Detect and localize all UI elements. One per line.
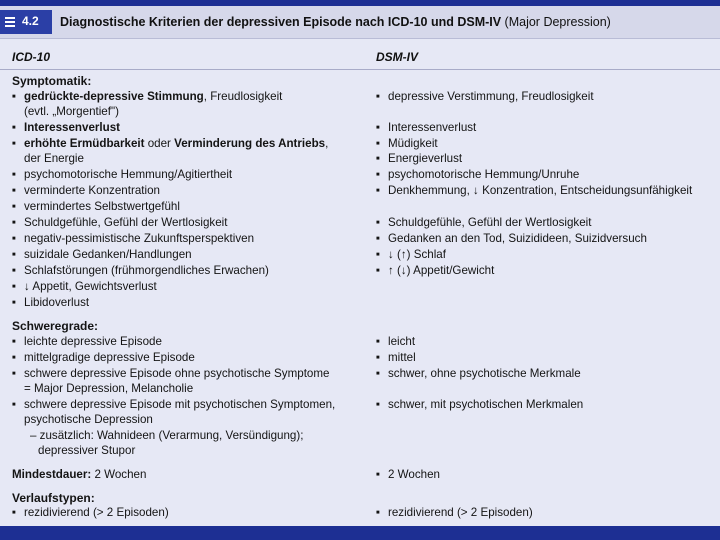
section-schweregrade: Schweregrade: [12, 319, 99, 333]
icd-item: ■Libidoverlust [12, 296, 89, 310]
section-verlaufstypen: Verlaufstypen: [12, 491, 95, 505]
table-title-main: Diagnostische Kriterien der depressiven Episode nach ICD-10 und DSM-IV [60, 15, 502, 29]
dsm-item: ■leicht [376, 335, 415, 349]
bullet-icon [376, 121, 388, 135]
icd-item: ■suizidale Gedanken/Handlungen [12, 248, 192, 262]
icd-item: ■erhöhte Ermüdbarkeit oder Verminderung des Antriebs, [12, 137, 328, 151]
bullet-icon [376, 152, 388, 166]
icd-item-cont: der Energie [24, 152, 84, 165]
table-number: 4.2 [22, 14, 39, 28]
dsm-item: ■Interessenverlust [376, 121, 476, 135]
icd-item: ■Interessenverlust [12, 121, 120, 135]
dsm-item: ■schwer, mit psychotischen Merkmalen [376, 398, 583, 412]
bullet-icon [12, 121, 24, 135]
dsm-item: ■Denkhemmung, ↓ Konzentration, Entscheidungsunfähigkeit [376, 184, 692, 198]
menu-icon [5, 17, 15, 29]
bullet-icon [12, 90, 24, 104]
bullet-icon [376, 168, 388, 182]
section-symptomatik: Symptomatik: [12, 74, 92, 88]
bullet-icon [376, 248, 388, 262]
icd-item: ■schwere depressive Episode ohne psychotische Symptome [12, 367, 329, 381]
bullet-icon [12, 296, 24, 310]
icd-item: ■leichte depressive Episode [12, 335, 162, 349]
table-title [60, 15, 611, 29]
column-head-dsm4: DSM-IV [376, 50, 418, 64]
icd-item: ■rezidivierend (> 2 Episoden) [12, 506, 169, 520]
bullet-icon [12, 506, 24, 520]
icd-item-sub: – zusätzlich: Wahnideen (Verarmung, Versündigung); [30, 429, 304, 442]
icd-item-cont: (evtl. „Morgentief") [24, 105, 119, 118]
bullet-icon [12, 351, 24, 365]
bullet-icon [12, 232, 24, 246]
bullet-icon [376, 264, 388, 278]
icd-item: ■↓ Appetit, Gewichtsverlust [12, 280, 157, 294]
bullet-icon [12, 280, 24, 294]
bullet-icon [376, 468, 388, 482]
bullet-icon [12, 398, 24, 412]
dsm-item: ■schwer, ohne psychotische Merkmale [376, 367, 581, 381]
header-divider [0, 69, 720, 70]
icd-item-cont: depressiver Stupor [38, 444, 136, 457]
icd-item: ■verminderte Konzentration [12, 184, 160, 198]
bullet-icon [376, 506, 388, 520]
dsm-item: ■↑ (↓) Appetit/Gewicht [376, 264, 494, 278]
bullet-icon [12, 216, 24, 230]
bullet-icon [376, 137, 388, 151]
bullet-icon [376, 367, 388, 381]
mindestdauer-value: 2 Wochen [91, 468, 147, 481]
dsm-item: ■Gedanken an den Tod, Suizidideen, Suizidversuch [376, 232, 647, 246]
bullet-icon [12, 184, 24, 198]
icd-item: ■Schuldgefühle, Gefühl der Wertlosigkeit [12, 216, 227, 230]
icd-item: ■Schlafstörungen (frühmorgendliches Erwachen) [12, 264, 269, 278]
icd-item-cont: psychotische Depression [24, 413, 153, 426]
dsm-item: ■depressive Verstimmung, Freudlosigkeit [376, 90, 594, 104]
bullet-icon [376, 335, 388, 349]
bullet-icon [12, 248, 24, 262]
bullet-icon [12, 367, 24, 381]
dsm-item: ■Schuldgefühle, Gefühl der Wertlosigkeit [376, 216, 591, 230]
section-mindestdauer: Mindestdauer: [12, 468, 92, 481]
table-header [0, 6, 720, 39]
column-head-icd10: ICD-10 [12, 50, 51, 64]
table-title-suffix: (Major Depression) [501, 15, 611, 29]
icd-item: ■psychomotorische Hemmung/Agitiertheit [12, 168, 232, 182]
bullet-icon [12, 168, 24, 182]
bullet-icon [376, 90, 388, 104]
bullet-icon [12, 335, 24, 349]
icd-item: ■schwere depressive Episode mit psychotischen Symptomen, [12, 398, 335, 412]
bullet-icon [12, 264, 24, 278]
dsm-item: ■↓ (↑) Schlaf [376, 248, 446, 262]
bullet-icon [376, 216, 388, 230]
bullet-icon [376, 184, 388, 198]
dsm-item: ■2 Wochen [376, 468, 440, 482]
dsm-item: ■Energieverlust [376, 152, 462, 166]
mindestdauer-line [12, 468, 146, 482]
bullet-icon [376, 232, 388, 246]
bullet-icon [12, 137, 24, 151]
bullet-icon [376, 398, 388, 412]
bullet-icon [12, 200, 24, 214]
dsm-item: ■psychomotorische Hemmung/Unruhe [376, 168, 579, 182]
dsm-item: ■rezidivierend (> 2 Episoden) [376, 506, 533, 520]
dsm-item: ■Müdigkeit [376, 137, 438, 151]
icd-item: ■vermindertes Selbstwertgefühl [12, 200, 180, 214]
icd-item: ■mittelgradige depressive Episode [12, 351, 195, 365]
bullet-icon [376, 351, 388, 365]
icd-item: ■gedrückte-depressive Stimmung, Freudlosigkeit [12, 90, 282, 104]
table-page [0, 6, 720, 526]
dsm-item: ■mittel [376, 351, 416, 365]
table-number-tab [0, 10, 52, 34]
icd-item-cont: = Major Depression, Melancholie [24, 382, 194, 395]
icd-item: ■negativ-pessimistische Zukunftsperspektiven [12, 232, 254, 246]
